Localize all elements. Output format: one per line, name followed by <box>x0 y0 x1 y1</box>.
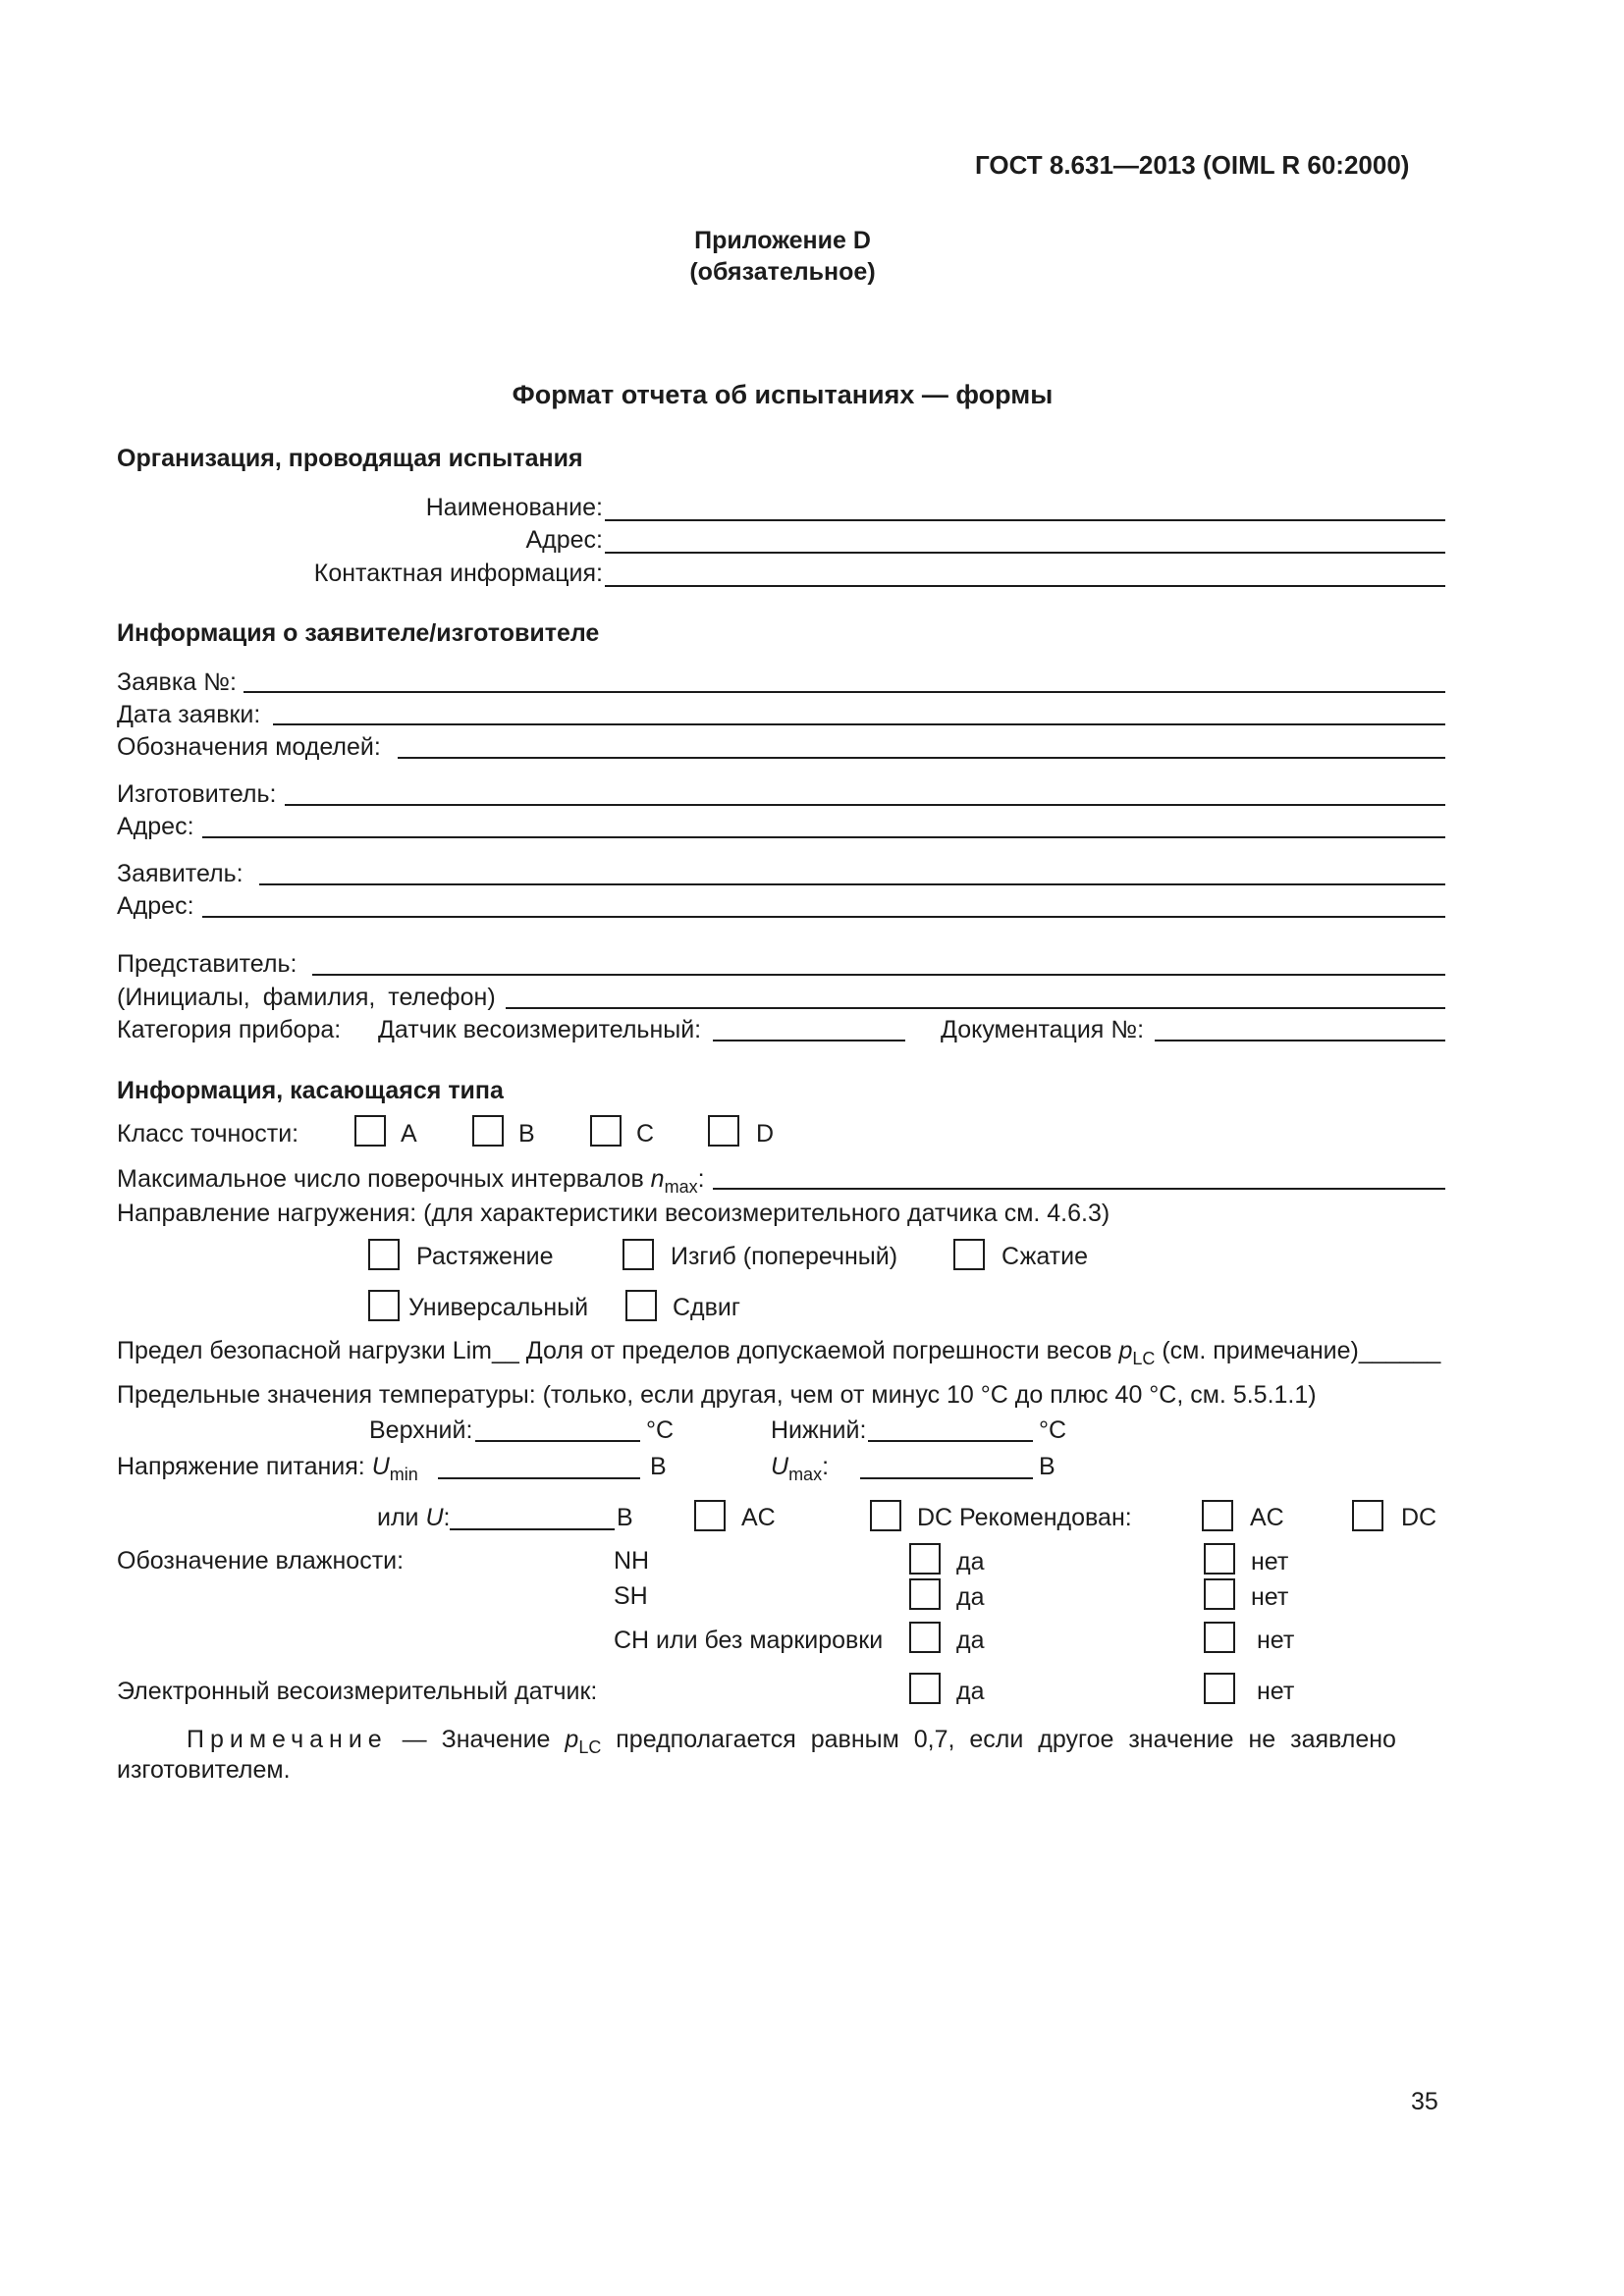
electronic-no-checkbox[interactable] <box>1204 1673 1235 1704</box>
model-designations-label: Обозначения моделей: <box>117 733 381 761</box>
model-designations-field[interactable] <box>398 757 1445 759</box>
electronic-no-label: нет <box>1257 1678 1295 1705</box>
page-number: 35 <box>1411 2088 1438 2115</box>
documentation-label: Документация №: <box>941 1016 1145 1043</box>
ac-checkbox[interactable] <box>694 1500 726 1531</box>
or-u-text: или <box>377 1504 426 1531</box>
humidity-label: Обозначение влажности: <box>117 1547 405 1575</box>
u-unit: В <box>617 1504 633 1531</box>
representative-field[interactable] <box>312 974 1445 976</box>
org-address-field[interactable] <box>605 552 1445 554</box>
load-cell-field[interactable] <box>713 1040 905 1041</box>
note-prefix: Примечание <box>187 1726 388 1753</box>
humidity-nh-no-checkbox[interactable] <box>1204 1543 1235 1575</box>
umax-colon: : <box>822 1453 830 1480</box>
applicant-heading: Информация о заявителе/изготовителе <box>117 619 600 647</box>
nmax-symbol: n <box>650 1165 665 1193</box>
applicant-label: Заявитель: <box>117 860 244 887</box>
documentation-field[interactable] <box>1155 1040 1445 1041</box>
umax-unit: В <box>1039 1453 1056 1480</box>
umax-label <box>771 1452 829 1489</box>
loading-direction-label: Направление нагружения: (для характеристики весоизмерительного датчика см. 4.6.3) <box>117 1200 1110 1227</box>
note-dash: — Значение <box>387 1726 566 1753</box>
shear-label: Сдвиг <box>673 1294 741 1321</box>
compression-checkbox[interactable] <box>953 1239 985 1270</box>
note-text: предполагается равным 0,7, если другое значение не заявлено <box>601 1726 1396 1753</box>
applicant-address-field[interactable] <box>202 916 1445 918</box>
nmax-colon: : <box>697 1165 705 1193</box>
umin-field[interactable] <box>438 1477 640 1479</box>
type-info-heading: Информация, касающаяся типа <box>117 1077 504 1104</box>
humidity-ch-no-label: нет <box>1257 1627 1295 1654</box>
application-no-field[interactable] <box>244 691 1445 693</box>
tension-checkbox[interactable] <box>368 1239 400 1270</box>
safe-load-note-ref: (см. примечание)______ <box>1155 1337 1441 1364</box>
humidity-nh-yes-checkbox[interactable] <box>909 1543 941 1575</box>
document-id: ГОСТ 8.631—2013 (OIML R 60:2000) <box>975 150 1410 180</box>
manufacturer-address-label: Адрес: <box>117 813 194 840</box>
applicant-address-label: Адрес: <box>117 892 194 920</box>
representative-label: Представитель: <box>117 950 298 978</box>
supply-voltage-text: Напряжение питания: <box>117 1453 372 1480</box>
universal-label: Универсальный <box>408 1294 589 1321</box>
umin-symbol: U <box>371 1453 390 1480</box>
class-c-label: C <box>636 1120 655 1148</box>
humidity-sh-no-checkbox[interactable] <box>1204 1578 1235 1610</box>
org-address-label: Адрес: <box>525 526 603 554</box>
application-no-label: Заявка №: <box>117 668 237 696</box>
humidity-nh-code: NH <box>614 1547 650 1575</box>
accuracy-class-label: Класс точности: <box>117 1120 299 1148</box>
lower-temp-label: Нижний: <box>771 1416 867 1444</box>
appendix-title: Приложение D <box>694 227 871 254</box>
applicant-field[interactable] <box>259 883 1445 885</box>
load-cell-label: Датчик весоизмерительный: <box>378 1016 702 1043</box>
dc-checkbox[interactable] <box>870 1500 901 1531</box>
contact-label: Контактная информация: <box>313 560 603 587</box>
u-field[interactable] <box>450 1528 615 1530</box>
plc-subscript: LC <box>1132 1349 1156 1368</box>
or-u-label <box>377 1503 450 1532</box>
humidity-sh-yes-label: да <box>956 1583 985 1611</box>
manufacturer-address-field[interactable] <box>202 836 1445 838</box>
category-label: Категория прибора: <box>117 1016 342 1043</box>
safe-load-label <box>117 1336 1440 1373</box>
application-date-label: Дата заявки: <box>117 701 261 728</box>
universal-checkbox[interactable] <box>368 1290 400 1321</box>
plc-symbol: p <box>1118 1337 1133 1364</box>
tension-label: Растяжение <box>416 1243 554 1270</box>
representative-details-label: (Инициалы, фамилия, телефон) <box>117 984 496 1011</box>
recommended-dc-checkbox[interactable] <box>1352 1500 1383 1531</box>
supply-voltage-label <box>117 1452 418 1489</box>
class-a-checkbox[interactable] <box>354 1115 386 1147</box>
manufacturer-label: Изготовитель: <box>117 780 277 808</box>
shear-checkbox[interactable] <box>625 1290 657 1321</box>
class-b-label: B <box>518 1120 535 1148</box>
nmax-field[interactable] <box>713 1188 1445 1190</box>
contact-field[interactable] <box>605 585 1445 587</box>
nmax-text: Максимальное число поверочных интервалов <box>117 1165 651 1193</box>
upper-temp-unit: °С <box>646 1416 675 1444</box>
electronic-yes-checkbox[interactable] <box>909 1673 941 1704</box>
representative-details-field[interactable] <box>506 1007 1445 1009</box>
ac-label: AC <box>741 1504 776 1531</box>
manufacturer-field[interactable] <box>285 804 1445 806</box>
humidity-sh-code: SH <box>614 1582 648 1610</box>
humidity-ch-yes-checkbox[interactable] <box>909 1622 941 1653</box>
form-title: Формат отчета об испытаниях — формы <box>512 380 1054 409</box>
u-symbol: U <box>425 1504 444 1531</box>
bending-checkbox[interactable] <box>623 1239 654 1270</box>
organization-heading: Организация, проводящая испытания <box>117 445 583 472</box>
humidity-sh-yes-checkbox[interactable] <box>909 1578 941 1610</box>
compression-label: Сжатие <box>1001 1243 1089 1270</box>
electronic-yes-label: да <box>956 1678 985 1705</box>
upper-temp-field[interactable] <box>475 1440 640 1442</box>
note <box>187 1725 1396 1762</box>
umin-subscript: min <box>389 1465 418 1484</box>
note-plc-subscript: LC <box>578 1737 602 1757</box>
class-d-label: D <box>756 1120 775 1148</box>
nmax-subscript: max <box>664 1177 698 1197</box>
humidity-sh-no-label: нет <box>1251 1583 1289 1611</box>
umin-unit: В <box>650 1453 667 1480</box>
class-c-checkbox[interactable] <box>590 1115 622 1147</box>
umax-field[interactable] <box>860 1477 1033 1479</box>
nmax-label <box>117 1164 705 1201</box>
umax-subscript: max <box>788 1465 823 1484</box>
appendix-status: (обязательное) <box>689 258 876 286</box>
name-label: Наименование: <box>425 494 603 521</box>
class-b-checkbox[interactable] <box>472 1115 504 1147</box>
name-field[interactable] <box>605 519 1445 521</box>
humidity-ch-no-checkbox[interactable] <box>1204 1622 1235 1653</box>
umax-symbol: U <box>771 1453 789 1480</box>
lower-temp-unit: °С <box>1039 1416 1067 1444</box>
safe-load-text: Предел безопасной нагрузки Lim__ Доля от пределов допускаемой погрешности весов <box>117 1337 1119 1364</box>
u-colon: : <box>443 1504 451 1531</box>
recommended-ac-label: AC <box>1250 1504 1284 1531</box>
class-a-label: A <box>401 1120 417 1148</box>
humidity-ch-yes-label: да <box>956 1627 985 1654</box>
lower-temp-field[interactable] <box>868 1440 1033 1442</box>
class-d-checkbox[interactable] <box>708 1115 739 1147</box>
application-date-field[interactable] <box>273 723 1445 725</box>
humidity-ch-code: CH или без маркировки <box>614 1627 884 1654</box>
humidity-nh-yes-label: да <box>956 1548 985 1575</box>
recommended-ac-checkbox[interactable] <box>1202 1500 1233 1531</box>
bending-label: Изгиб (поперечный) <box>671 1243 898 1270</box>
note-line2: изготовителем. <box>117 1756 291 1784</box>
temp-limits-label: Предельные значения температуры: (только, если другая, чем от минус 10 °С до плюс 40 °С, см. 5.5.1.1) <box>117 1381 1317 1409</box>
humidity-nh-no-label: нет <box>1251 1548 1289 1575</box>
electronic-label: Электронный весоизмерительный датчик: <box>117 1678 598 1705</box>
note-plc-symbol: p <box>565 1726 579 1753</box>
dc-recommended-label: DC Рекомендован: <box>917 1504 1132 1531</box>
upper-temp-label: Верхний: <box>369 1416 473 1444</box>
recommended-dc-label: DC <box>1401 1504 1437 1531</box>
